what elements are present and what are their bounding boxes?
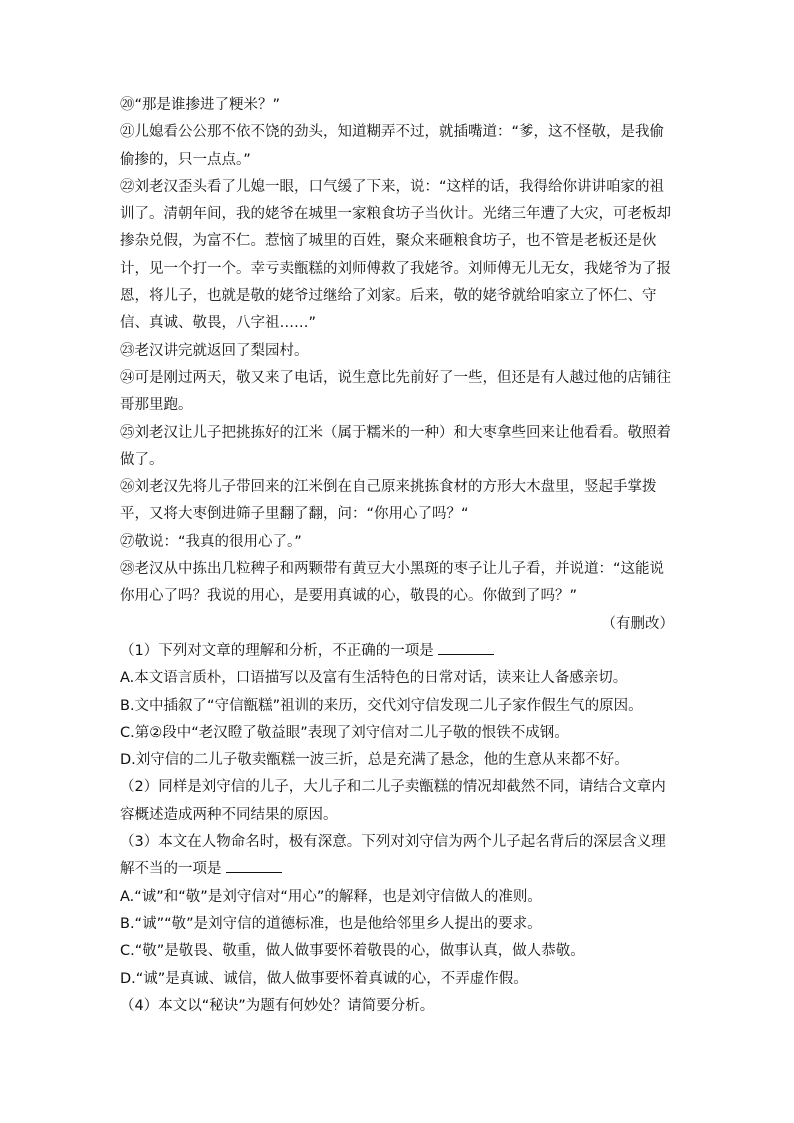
source-note: （有删改） <box>601 615 674 632</box>
question-4-stem: （4）本文以“秘诀”为题有何妙处？请简要分析。 <box>120 997 435 1014</box>
paragraph-25: ㉕刘老汉让儿子把挑拣好的江米（属于糯米的一种）和大枣拿些回来让他看看。敬照着做了。 <box>120 424 671 468</box>
question-1-text: （1）下列对文章的理解和分析，不正确的一项是 <box>120 642 434 659</box>
paragraph-27: ㉗敬说：“我真的很用心了。” <box>120 533 302 550</box>
answer-blank[interactable] <box>226 856 282 873</box>
document-body <box>120 92 674 1020</box>
paragraph-20: ⑳“那是谁掺进了粳米？” <box>120 97 281 113</box>
question-1-option-b: B.文中插叙了“守信甑糕”祖训的来历，交代刘守信发现二儿子家作假生气的原因。 <box>120 697 643 714</box>
question-3-option-b: B.“诚”“敬”是刘守信的道德标准，也是他给邻里乡人提出的要求。 <box>120 915 542 932</box>
question-2-stem: （2）同样是刘守信的儿子，大儿子和二儿子卖甑糕的情况却截然不同，请结合文章内容概述造成两种不同结果的原因。 <box>120 779 666 823</box>
question-1-option-c: C.第②段中“老汉瞪了敬益眼”表现了刘守信对二儿子敬的恨铁不成钢。 <box>120 724 569 741</box>
paragraph-26: ㉖刘老汉先将儿子带回来的江米倒在自己原来挑拣食材的方形大木盘里，竖起手掌拨平，又将大枣倒进筛子里翻了翻，问：“你用心了吗？“ <box>120 479 657 523</box>
question-1-option-a: A.本文语言质朴，口语描写以及富有生活特色的日常对话，读来让人备感亲切。 <box>120 670 628 687</box>
question-1-option-d: D.刘守信的二儿子敬卖甑糕一波三折，总是充满了悬念，他的生意从来都不好。 <box>120 752 629 769</box>
question-3-option-c: C.“敬”是敬畏、敬重，做人做事要怀着敬畏的心，做事认真，做人恭敬。 <box>120 943 585 960</box>
question-1-stem <box>120 638 674 665</box>
question-3-stem <box>120 829 674 884</box>
question-3-option-d: D.“诚”是真诚、诚信，做人做事要怀着真诚的心，不弄虚作假。 <box>120 970 528 987</box>
answer-blank[interactable] <box>438 638 494 655</box>
paragraph-22: ㉒刘老汉歪头看了儿媳一眼，口气缓了下来，说：“这样的话，我得给你讲讲咱家的祖训了。清朝年间，我的姥爷在城里一家粮食坊子当伙计。光绪三年遭了大灾，可老板却掺杂兑假，为富不仁。惹恼了城里的百姓，聚众来砸粮食坊子，也不管是老板还是伙计，见一个打一个。幸亏卖甑糕的刘师傅救了我姥爷。刘师傅无儿无女，我姥爷为了报恩，将儿子，也就是敬的姥爷过继给了刘家。后来，敬的姥爷就给咱家立了怀仁、守信、真诚、敬畏，八字祖……” <box>120 178 671 332</box>
question-3-option-a: A.“诚”和“敬”是刘守信对“用心”的解释，也是刘守信做人的准则。 <box>120 888 542 905</box>
question-3-text: （3）本文在人物命名时，极有深意。下列对刘守信为两个儿子起名背后的深层含义理解不当的一项是 <box>120 834 666 878</box>
paragraph-23: ㉓老汉讲完就返回了梨园村。 <box>120 342 309 359</box>
paragraph-21: ㉑儿媳看公公那不依不饶的劲头，知道糊弄不过，就插嘴道：“爹，这不怪敬，是我偷偷掺的，只一点点。” <box>120 124 665 168</box>
paragraph-24: ㉔可是刚过两天，敬又来了电话，说生意比先前好了一些，但还是有人越过他的店铺往哥那里跑。 <box>120 369 671 414</box>
paragraph-28: ㉘老汉从中拣出几粒稗子和两颗带有黄豆大小黑斑的枣子让儿子看，并说道：“这能说你用心了吗？我说的用心，是要用真诚的心，敬畏的心。你做到了吗？” <box>120 561 665 605</box>
